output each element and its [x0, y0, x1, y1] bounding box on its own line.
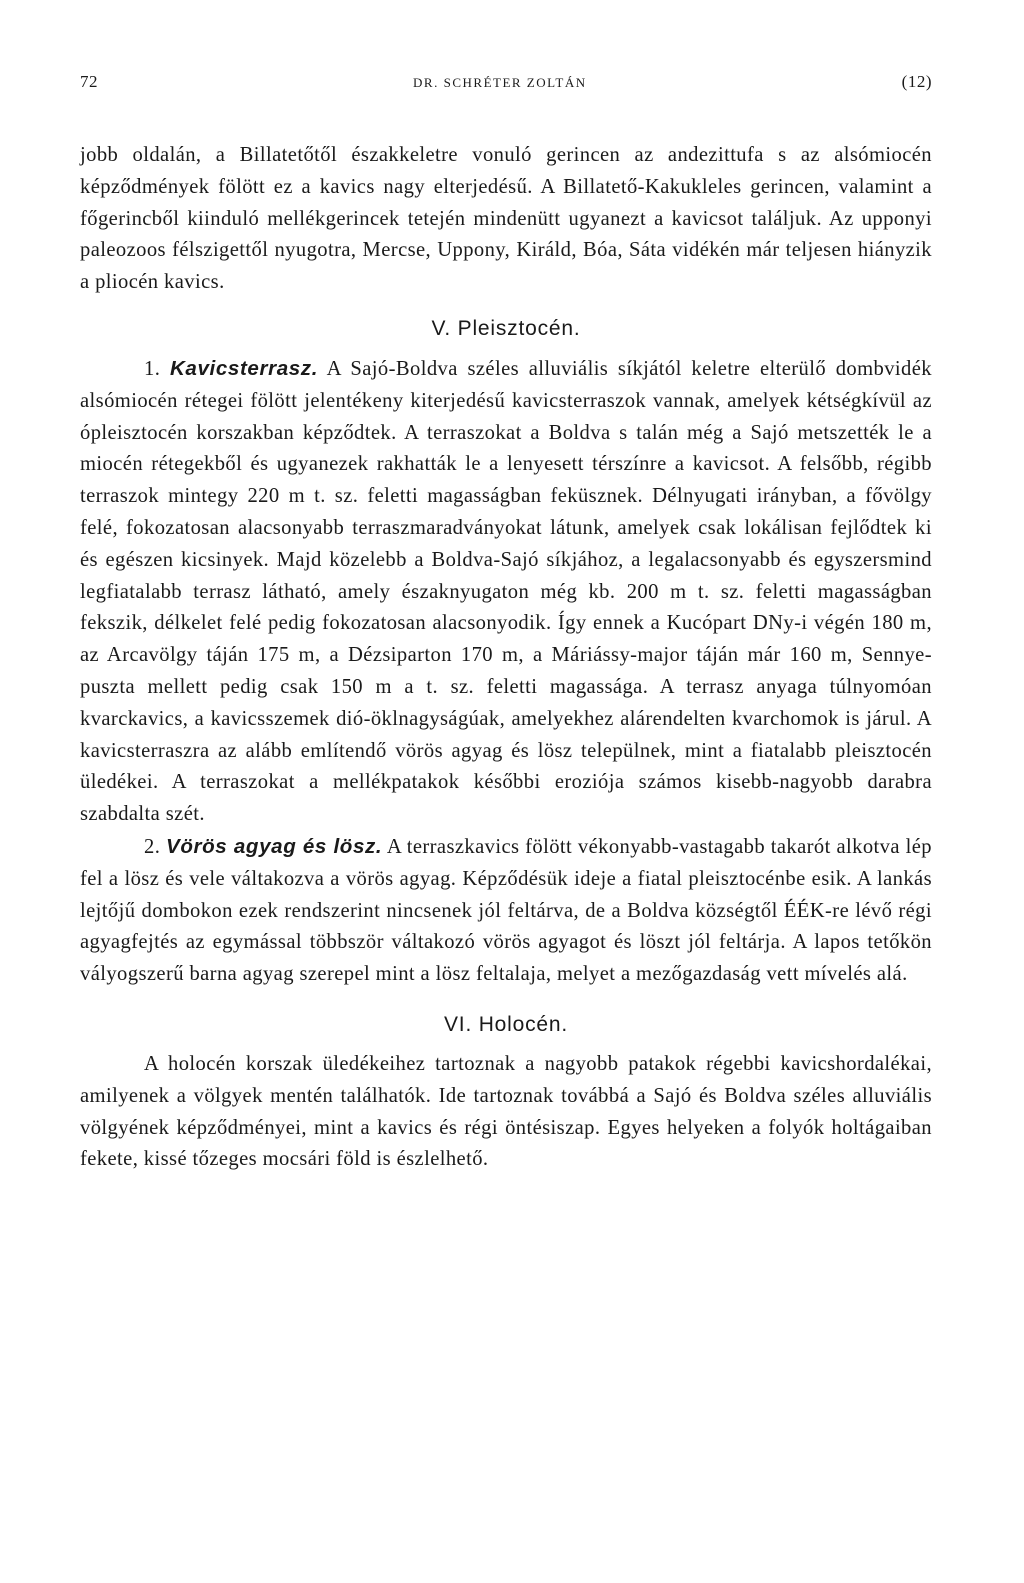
running-head-part: (12) — [901, 72, 932, 91]
subsection-title-kavicsterrasz: Kavicsterrasz. — [169, 356, 319, 380]
subsection-title-voros-agyag: Vörös agyag és lösz. — [165, 834, 383, 858]
heading-pleisztocen: V. Pleisztocén. — [431, 316, 581, 340]
paragraph-text: A terraszkavics fölött vékonyabb-vastagabb takarót alkotva lép fel a lösz és vele váltakozva a vörös agyag. Képződésük ideje a fiatal pleisztocénbe esik. A lankás lejtőjű dombokon ezek rendszerint nincsenek jól feltárva, de a Boldva községtől ÉÉK-re lévő régi agyagfejtés az egymással többször váltakozó vörös agyagot és löszt jól feltárja. A lapos tetőkön vályogszerű barna agyag szerepel mint a lösz feltalaja, melyet a mezőgazdaság vett mívelés alá. — [80, 835, 932, 986]
subsection-number: 2. — [144, 835, 161, 858]
page-number: 72 — [80, 72, 98, 91]
running-head — [80, 72, 932, 92]
paragraph-voros-agyag — [80, 831, 932, 991]
paragraph-continuation: jobb oldalán, a Billatetőtől északkeletre vonuló gerincen az andezittufa s az alsómiocén képződmények fölött ez a kavics nagy elterjedésű. A Billatető-Kakukleles gerincen, valamint a főgerincből kiinduló mellékgerincek tetején mindenütt ugyanezt a kavicsot találjuk. Az upponyi paleozoos félszigettől nyugotra, Mercse, Uppony, Királd, Bóa, Sáta vidékén már teljesen hiányzik a pliocén kavics. — [80, 144, 932, 294]
subsection-number: 1. — [144, 357, 161, 380]
paragraph-kavicsterrasz — [80, 353, 932, 831]
heading-holocen: VI. Holocén. — [444, 1012, 568, 1036]
paragraph-holocen: A holocén korszak üledékeihez tartoznak a nagyobb patakok régebbi kavicshordalékai, amilyenek a völgyek mentén találhatók. Ide tartoznak továbbá a Sajó és Boldva széles alluviális völgyének képződményei, mint a kavics és régi öntésiszap. Egyes helyeken a folyók holtágaiban fekete, kissé tőzeges mocsári föld is észlelhető. — [80, 1052, 932, 1171]
running-head-author: DR. SCHRÉTER ZOLTÁN — [413, 75, 587, 90]
paragraph-text: A Sajó-Boldva széles alluviális síkjától keletre elterülő dombvidék alsómiocén rétegei fölött jelentékeny kiterjedésű kavicsterraszok vannak, amelyek kétségkívül az ópleisztocén korszakban képződtek. A terraszokat a Boldva s talán még a Sajó metszették le a miocén rétegekből és ugyanezek rakhatták le a lenyesett térszínre a kavicsot. A felsőbb, régibb terraszok mintegy 220 m t. sz. feletti magasságban feküsznek. Délnyugati irányban, a fővölgy felé, fokozatosan alacsonyabb terraszmaradványokat látunk, amelyek csak lokálisan fejlődtek ki és egészen kicsinyek. Majd közelebb a Boldva-Sajó síkjához, a legalacsonyabb és egyszersmind legfiatalabb terrasz látható, amely északnyugaton még kb. 200 m t. sz. feletti magasságban fekszik, délkelet felé pedig fokozatosan alacsonyodik. Így ennek a Kucópart DNy-i végén 180 m, az Arcavölgy táján 175 m, a Dézsiparton 170 m, a Máriássy-major táján már 160 m, Sennye-puszta mellett pedig csak 150 m a t. sz. feletti magassága. A terrasz anyaga túlnyomóan kvarckavics, a kavicsszemek dió-öklnagyságúak, amelyekhez alárendelten kvarchomok is járul. A kavicsterraszra az alább említendő vörös agyag és lösz települnek, mint a fiatalabb pleisztocén üledékei. A terraszokat a mellékpatakok későbbi eroziója számos kisebb-nagyobb darabra szabdalta szét. — [80, 357, 932, 826]
body-text — [80, 140, 932, 1176]
